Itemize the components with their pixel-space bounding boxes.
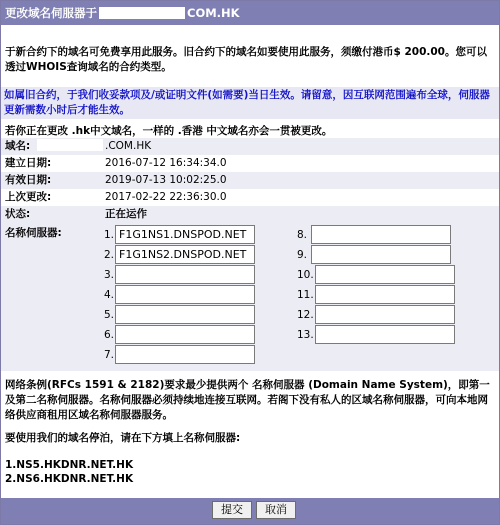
nameserver-input-3[interactable]: [115, 265, 255, 284]
parking-ns-2: 2.NS6.HKDNR.NET.HK: [5, 473, 134, 485]
nameserver-input-8[interactable]: [311, 225, 451, 244]
updated-value: 2017-02-22 22:36:30.0: [105, 191, 227, 203]
title-domain-suffix: COM.HK: [187, 6, 240, 20]
rfc-info: 网络条例(RFCs 1591 & 2182)要求最少提供两个 名称伺服器 (Domain Name System)，即第一及第二名称伺服器。名称伺服器必须持续地连接互联网。若阁下没有私人的区域名称伺服器，可向本地网络供应商租用区域名称伺服器服务。: [5, 379, 490, 421]
nameserver-input-12[interactable]: [315, 305, 455, 324]
updated-label: 上次更改:: [5, 191, 52, 203]
ns-num-8: 8.: [297, 229, 308, 241]
domain-label: 域名:: [5, 140, 31, 152]
status-value: 正在运作: [105, 208, 147, 220]
ns-num-3: 3.: [104, 269, 115, 281]
nameserver-input-1[interactable]: [115, 225, 255, 244]
nameserver-input-4[interactable]: [115, 285, 255, 304]
ns-num-6: 6.: [104, 329, 115, 341]
nameserver-input-2[interactable]: [115, 245, 255, 264]
title-bar: [1, 1, 499, 25]
expiry-value: 2019-07-13 10:02:25.0: [105, 174, 227, 186]
created-row: [1, 155, 499, 172]
ns-num-2: 2.: [104, 249, 115, 261]
status-row: [1, 206, 499, 223]
submit-button[interactable]: 提交: [212, 501, 252, 519]
nameserver-input-11[interactable]: [315, 285, 455, 304]
ns-num-9: 9.: [297, 249, 308, 261]
parking-info: 要使用我们的域名停泊，请在下方填上名称伺服器:: [5, 432, 241, 444]
domain-row: [1, 138, 499, 155]
status-label: 状态:: [5, 208, 31, 220]
ns-num-7: 7.: [104, 349, 115, 361]
intro-notice: 于新合约下的域名可免费享用此服务。旧合约下的域名如要使用此服务，须缴付港币$ 200.00。您可以透过WHOIS查询域名的合约类型。: [5, 46, 487, 73]
created-value: 2016-07-12 16:34:34.0: [105, 157, 227, 169]
domain-value: [37, 138, 151, 155]
parking-ns-1: 1.NS5.HKDNR.NET.HK: [5, 459, 134, 471]
nameserver-input-5[interactable]: [115, 305, 255, 324]
cancel-button[interactable]: 取消: [256, 501, 296, 519]
nameserver-input-13[interactable]: [315, 325, 455, 344]
nameserver-input-7[interactable]: [115, 345, 255, 364]
ns-num-5: 5.: [104, 309, 115, 321]
nameserver-input-10[interactable]: [315, 265, 455, 284]
redacted-domain-name: [37, 139, 103, 151]
expiry-row: [1, 172, 499, 189]
ns-num-12: 12.: [297, 309, 314, 321]
nameserver-area: [1, 223, 499, 371]
created-label: 建立日期:: [5, 157, 52, 169]
domain-suffix: .COM.HK: [105, 140, 152, 152]
nameserver-label: 名称伺服器:: [5, 227, 62, 239]
nameserver-input-9[interactable]: [311, 245, 451, 264]
ns-num-10: 10.: [297, 269, 314, 281]
chinese-domain-note: 若你正在更改 .hk中文域名，一样的 .香港 中文域名亦会一贯被更改。: [5, 125, 333, 137]
ns-num-4: 4.: [104, 289, 115, 301]
updated-row: [1, 189, 499, 206]
redacted-domain: [99, 7, 185, 19]
warning-notice: 如属旧合约，于我们收妥款项及/或证明文件(如需要)当日生效。请留意，因互联网范围遍布全球，伺服器更新需数小时后才能生效。: [1, 87, 499, 119]
expiry-label: 有效日期:: [5, 174, 52, 186]
ns-num-1: 1.: [104, 229, 115, 241]
button-bar: [1, 498, 499, 524]
nameserver-input-6[interactable]: [115, 325, 255, 344]
ns-num-13: 13.: [297, 329, 314, 341]
ns-num-11: 11.: [297, 289, 314, 301]
title-text: 更改域名伺服器于: [5, 6, 97, 20]
